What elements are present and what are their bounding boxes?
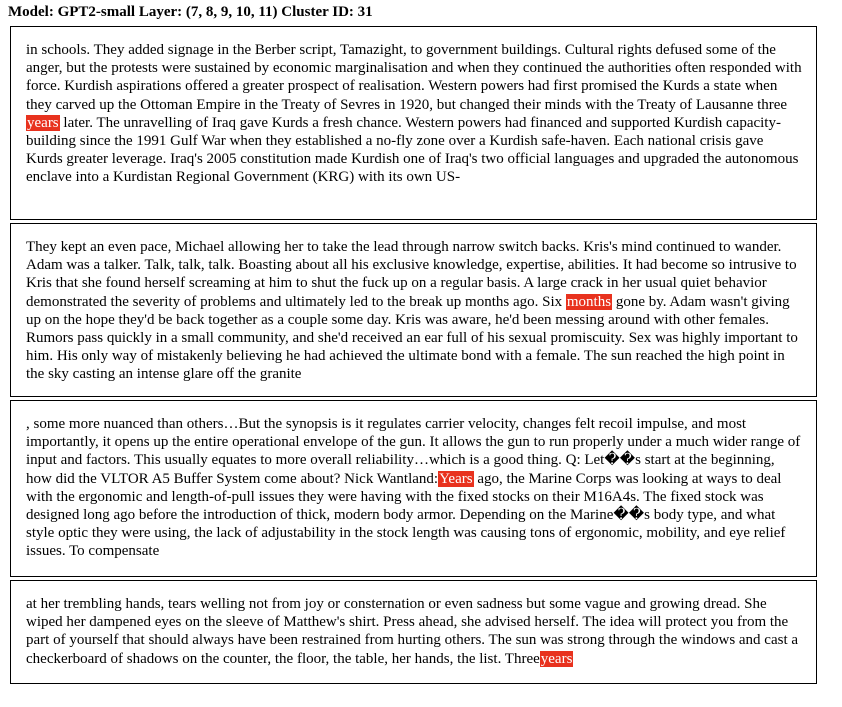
snippet-text-before: , some more nuanced than others…But the synopsis is it regulates carrier velocity, changes felt recoil impulse, and most importantly, it opens up the entire operational envelope of the gun. It allows the gun to run properly under a much wider range of input and factors. This usually equates to more overall reliability…which is a good thing. Q: Let��s start at the beginning, how did the VLTOR A5 Buffer System come about? Nick Wantland: — [26, 416, 801, 487]
text-snippet — [10, 400, 817, 577]
highlighted-token: Years — [439, 470, 473, 487]
snippet-text-after: later. The unravelling of Iraq gave Kurds a fresh chance. Western powers had financed and supported Kurdish capacity-building since the 1991 Gulf War when they established a no-fly zone over a Kurdish safe-haven. Each national crisis gave Kurds greater leverage. Iraq's 2005 constitution made Kurdish one of Iraq's two official languages and upgraded the autonomous enclave into a Kurdistan Regional Government (KRG) with its own US- — [26, 114, 799, 186]
page-title: Model: GPT2-small Layer: (7, 8, 9, 10, 11) Cluster ID: 31 — [8, 4, 373, 20]
snippet-text-before: at her trembling hands, tears welling not from joy or consternation or even sadness but some vague and growing dread. She wiped her dampened eyes on the sleeve of Matthew's shirt. Press ahead, she advised herself. The idea will protect you from the part of yourself that should always have been restrained from hurting others. The sun was strong through the windows and cast a checkerboard of shadows on the counter, the floor, the table, her hands, the list. Three — [26, 596, 799, 667]
text-snippet — [10, 580, 817, 684]
highlighted-token: years — [27, 114, 59, 131]
text-snippet — [10, 26, 817, 220]
highlighted-token: years — [540, 650, 573, 667]
snippet-text-before: They kept an even pace, Michael allowing her to take the lead through narrow switch backs. Kris's mind continued to wander. Adam was a talker. Talk, talk, talk. Boasting about all his exclusive knowledge, expertise, abilities. It had become so intrusive to Kris that she found herself screaming at him to shut the fuck up on a regular basis. A large crack in her usual quiet behavior demonstrated the severity of problems and ultimately led to the break up months ago. Six — [26, 239, 797, 310]
highlighted-token: months — [566, 293, 612, 310]
text-snippet — [10, 223, 817, 397]
snippet-text-after: gone by. Adam wasn't giving up on the hope they'd be back together as a couple some day. Kris was aware, he'd been messing around with other females. Rumors pass quickly in a small community, and she'd received an ear full of his sexual promiscuity. Sex was highly important to him. His only way of mistakenly believing he had achieved the ultimate bond with a female. The sun reached the high point in the sky casting an intense glare off the granite — [26, 293, 798, 383]
snippet-text-after: ago, the Marine Corps was looking at ways to deal with the ergonomic and length-of-pull issues they were having with the fixed stocks on their M16A4s. The fixed stock was designed long ago before the introduction of thick, modern body armor. Depending on the Marine��s body type, and what style optic they were using, the lack of adjustability in the stock length was causing tons of ergonomic, mobility, and eye relief issues. To compensate — [26, 470, 786, 560]
snippet-text-before: in schools. They added signage in the Berber script, Tamazight, to government buildings. Cultural rights defused some of the anger, but the protests were sustained by economic marginalisation and when they continued the authorities often responded with force. Kurdish aspirations offered a greater prospect of realisation. Western powers had first promised the Kurds a state when they carved up the Ottoman Empire in the Treaty of Sevres in 1920, but changed their minds with the Treaty of Lausanne three — [26, 42, 802, 113]
